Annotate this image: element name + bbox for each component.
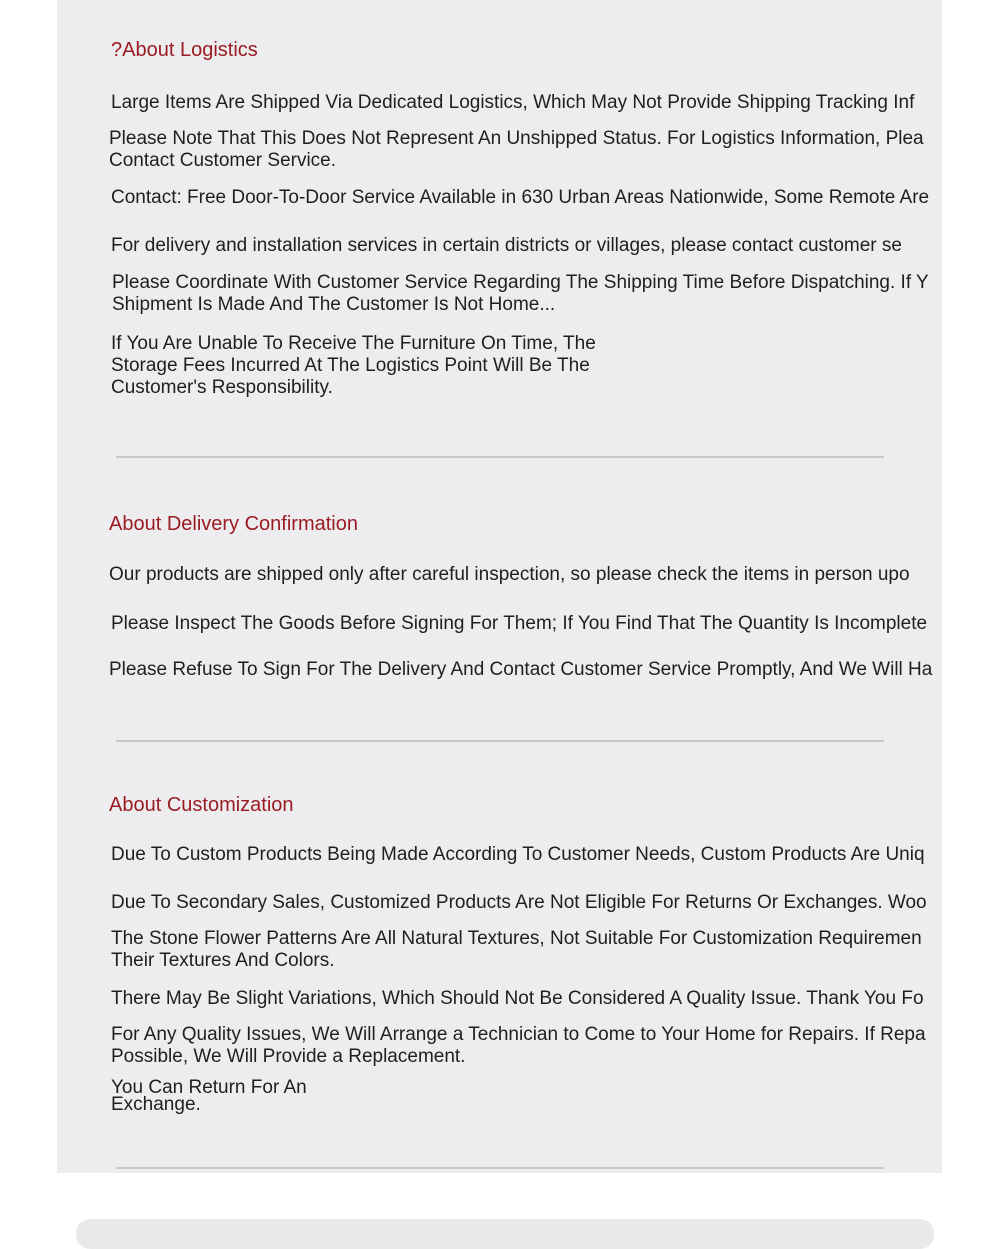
logistics-paragraph-5: Please Coordinate With Customer Service Regarding The Shipping Time Before Dispatching. If Y — [112, 272, 929, 293]
customization-paragraph-1: Due To Custom Products Being Made According To Customer Needs, Custom Products Are Uniq — [111, 844, 925, 865]
customization-paragraph-4: There May Be Slight Variations, Which Should Not Be Considered A Quality Issue. Thank You Fo — [111, 988, 924, 1009]
customization-paragraph-5-cont: Possible, We Will Provide a Replacement. — [111, 1046, 466, 1067]
policy-panel — [57, 0, 942, 1173]
logistics-paragraph-2: Please Note That This Does Not Represent An Unshipped Status. For Logistics Information, Plea — [109, 128, 924, 149]
customization-paragraph-3: The Stone Flower Patterns Are All Natural Textures, Not Suitable For Customization Requiremen — [111, 928, 922, 949]
customization-paragraph-3-cont: Their Textures And Colors. — [111, 950, 335, 971]
logistics-paragraph-1: Large Items Are Shipped Via Dedicated Logistics, Which May Not Provide Shipping Tracking Inf — [111, 92, 915, 113]
section-divider — [116, 1167, 884, 1169]
delivery-paragraph-3: Please Refuse To Sign For The Delivery And Contact Customer Service Promptly, And We Will Ha — [109, 659, 933, 680]
customization-paragraph-5: For Any Quality Issues, We Will Arrange a Technician to Come to Your Home for Repairs. If Repa — [111, 1024, 926, 1045]
logistics-heading: ?About Logistics — [111, 39, 258, 61]
logistics-paragraph-3: Contact: Free Door-To-Door Service Available in 630 Urban Areas Nationwide, Some Remote Are — [111, 187, 930, 208]
section-divider — [116, 456, 884, 458]
bottom-card — [76, 1219, 934, 1249]
logistics-paragraph-4: For delivery and installation services in certain districts or villages, please contact customer se — [111, 235, 902, 256]
delivery-paragraph-2: Please Inspect The Goods Before Signing For Them; If You Find That The Quantity Is Incomplete — [111, 613, 928, 634]
delivery-paragraph-1: Our products are shipped only after careful inspection, so please check the items in person upo — [109, 564, 910, 585]
logistics-paragraph-6: If You Are Unable To Receive The Furniture On Time, The Storage Fees Incurred At The Logistics Point Will Be The Customer's Responsibility. — [111, 333, 596, 398]
customization-heading: About Customization — [109, 794, 294, 816]
logistics-paragraph-2-cont: Contact Customer Service. — [109, 150, 337, 171]
customization-paragraph-6: You Can Return For An — [111, 1077, 307, 1098]
customization-paragraph-6-cont: Exchange. — [111, 1094, 201, 1115]
logistics-paragraph-5-cont: Shipment Is Made And The Customer Is Not Home... — [112, 294, 556, 315]
section-divider — [116, 740, 884, 742]
customization-paragraph-2: Due To Secondary Sales, Customized Products Are Not Eligible For Returns Or Exchanges. Woo — [111, 892, 927, 913]
delivery-heading: About Delivery Confirmation — [109, 513, 358, 535]
